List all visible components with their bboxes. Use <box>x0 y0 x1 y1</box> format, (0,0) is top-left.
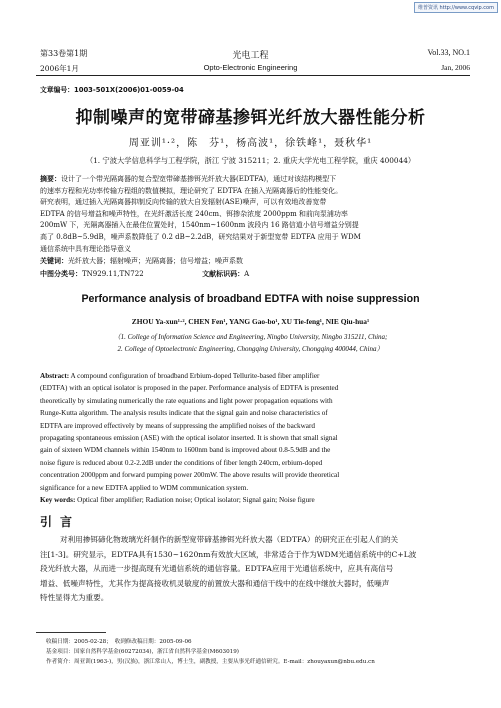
journal-date-en: Jan, 2006 <box>441 63 470 72</box>
abstract-en-line: noise figure is reduced about 0.2-2.2dB under the conditions of fiber length 240cm, erbium-doped <box>40 458 323 467</box>
article-number: 文章编号：1003-501X(2006)01-0059-04 <box>40 86 184 94</box>
abstract-cn-line: 高了 0.8dB~5.9dB，噪声系数降低了 0.2 dB~2.2dB，研究结果对于新型宽带 EDTFA 应用于 WDM <box>40 232 361 241</box>
authors-cn: 周亚训¹·²，陈 芬¹，杨高波¹，徐铁峰¹，聂秋华¹ <box>128 138 373 149</box>
intro-line: 特性显得尤为重要。 <box>40 593 109 603</box>
footnote-received: 收稿日期：2005-02-28； 收到修改稿日期：2005-09-06 <box>46 639 192 645</box>
abstract-en-line: gain of sixteen WDM channels within 1540nm to 1600nm band is improved about 0.8-5.9dB and the <box>40 446 331 455</box>
affiliation-en-line: （1. College of Information Science and Engineering, Ningbo University, Ningbo 315211, China; <box>113 333 388 341</box>
keywords-en: Optical fiber amplifier; Radiation noise; Optical isolator; Signal gain; Noise figure <box>77 496 315 505</box>
abstract-cn-line: EDTFA 的信号增益和噪声特性，在光纤激活长度 240cm、铒掺杂浓度 2000ppm 和前向泵浦功率 <box>40 209 348 218</box>
abstract-en-label: Abstract: <box>40 372 70 380</box>
footnote-funding: 基金项目：国家自然科学基金(60272034)，浙江省自然科学基金(M603019) <box>46 649 239 655</box>
abstract-en-line: concentration 2000ppm and forward pumping power 200mW. The above results will provide theoretical <box>40 471 340 480</box>
class-number: TN929.11,TN722 <box>82 269 144 278</box>
journal-volume-cn: 第33卷第1期 <box>40 49 88 58</box>
abstract-en-line: (EDTFA) with an optical isolator is proposed in the paper. Performance analysis of EDTFA is presented <box>40 384 339 393</box>
abstract-cn-line: 研究表明，通过插入光隔离器抑制反向传输的放大自发辐射(ASE)噪声，可以有效地改善宽带 <box>40 198 327 207</box>
intro-line: 对利用掺铒碲化物玻璃光纤制作的新型宽带碲基掺铒光纤放大器（EDTFA）的研究正在引起人们的关 <box>60 535 399 544</box>
abstract-cn-line: 200mW 下，光隔离器插入在最佳位置处时，1540nm~1600nm 波段内 16 路信道小信号增益分别提 <box>40 221 359 230</box>
abstract-cn-line: 的速率方程和光功率传输方程组的数值模拟，理论研究了 EDTFA 在插入光隔离器后的性能变化。 <box>40 186 343 195</box>
intro-line: 注[1-3]。研究显示，EDTFA具有1530~1620nm有效放大区域，非常适合于作为WDM光通信系统中的C+L波 <box>40 549 417 559</box>
affiliation-cn: （1. 宁波大学信息科学与工程学院，浙江 宁波 315211；2. 重庆大学光电工程学院，重庆 400044） <box>85 156 416 165</box>
keywords-en-label: Key words: <box>40 496 76 505</box>
introduction-body <box>40 533 470 606</box>
keywords-cn: 光纤放大器；辐射噪声；光隔离器；信号增益；噪声系数 <box>68 257 243 266</box>
footnote-author: 作者简介：周亚训(1963-)，男(汉族)，浙江常山人，博士生，副教授，主要从事光纤通信研究。E-mail：zhouyaxun@nbu.edu.cn <box>46 659 375 665</box>
abstract-en-line: theoretically by simulating numerically the rate equations and light power propagation equations with <box>40 396 333 405</box>
abstract-en-line: significance for a new EDTFA applied to WDM communication system. <box>40 483 249 492</box>
journal-volume-en: Vol.33, NO.1 <box>427 48 470 57</box>
watermark: 维普资讯 http://www.cqvip.com <box>414 2 498 13</box>
doc-code-label: 文献标识码： <box>202 268 245 278</box>
affiliation-en-line: 2. College of Optoelectronic Engineering, Chongqing University, Chongqing 400044, China） <box>117 345 384 353</box>
intro-line: 增益、低噪声特性，尤其作为提高接收机灵敏度的前置放大器和通信干线中的在线中继放大器时，低噪声 <box>40 578 390 588</box>
authors-en: ZHOU Ya-xun¹·², CHEN Fen¹, YANG Gao-bo¹, XU Tie-feng¹, NIE Qiu-hua¹ <box>131 317 370 326</box>
abstract-cn-line: 通信系统中具有理论指导意义 <box>40 244 131 253</box>
journal-name-cn: 光电工程 <box>232 51 269 61</box>
abstract-en-line: Runge-Kutta algorithm. The analysis results indicate that the signal gain and noise characteristics of <box>40 409 328 418</box>
keywords-cn-label: 关键词： <box>40 256 68 266</box>
footnote-rule <box>36 632 106 633</box>
paper-title-cn: 抑制噪声的宽带碲基掺铒光纤放大器性能分析 <box>75 108 426 128</box>
abstract-cn-line: 设计了一个带光隔离器的复合型宽带碲基掺铒光纤放大器(EDTFA)，通过对该结构模型下 <box>61 175 337 183</box>
abstract-cn <box>40 173 470 280</box>
abstract-en-line: propagating spontaneous emission (ASE) with the optical isolator inserted. It is shown that small signal <box>40 434 338 443</box>
class-number-label: 中图分类号： <box>40 268 82 278</box>
abstract-en <box>40 370 470 506</box>
abstract-cn-label: 摘要： <box>40 174 61 183</box>
intro-line: 段光纤放大器，从而进一步提高现有光通信系统的通信容量。EDTFA应用于光通信系统中，应具有高信号 <box>40 564 394 574</box>
doc-code: A <box>244 269 250 278</box>
header-rule <box>36 75 470 76</box>
paper-title-en: Performance analysis of broadband EDTFA with noise suppression <box>81 293 420 305</box>
section-title-introduction: 引言 <box>40 515 81 529</box>
abstract-en-line: EDTFA are improved effectively by means of suppressing the amplified noises of the backward <box>40 421 315 430</box>
abstract-en-line: A compound configuration of broadband Erbium-doped Tellurite-based fiber amplifier <box>70 372 320 380</box>
journal-date-cn: 2006年1月 <box>40 64 79 73</box>
journal-name-en: Opto-Electronic Engineering <box>203 63 298 72</box>
